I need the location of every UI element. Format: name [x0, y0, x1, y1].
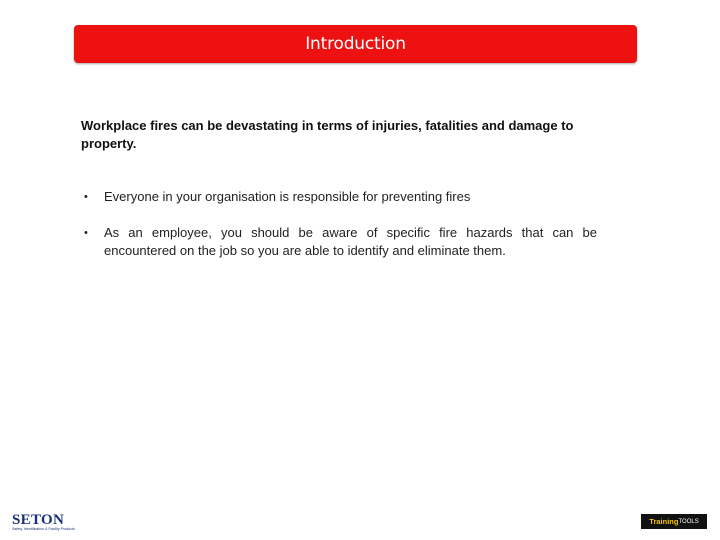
slide-title: Introduction — [305, 34, 406, 54]
bullet-text: Everyone in your organisation is responsible for preventing fires — [104, 189, 471, 204]
slide-title-bar — [74, 25, 637, 63]
intro-paragraph: Workplace fires can be devastating in terms of injuries, fatalities and damage to property. — [81, 118, 574, 151]
bullet-dot-icon: • — [84, 227, 88, 239]
training-logo-part1: Training — [649, 517, 679, 526]
bullet-item — [84, 224, 597, 260]
training-tools-logo — [641, 514, 707, 529]
seton-logo-tagline: Safety, Identification & Facility Products — [12, 527, 75, 531]
bullet-dot-icon: • — [84, 191, 88, 203]
seton-logo-wordmark: SETON — [12, 512, 65, 528]
bullet-text: As an employee, you should be aware of specific fire hazards that can be encountered on the job so you are able to identify and eliminate them. — [104, 225, 597, 258]
bullet-list — [84, 188, 597, 278]
bullet-item — [84, 188, 597, 206]
training-logo-part2: TOOLS — [678, 518, 699, 525]
seton-logo — [12, 513, 82, 535]
